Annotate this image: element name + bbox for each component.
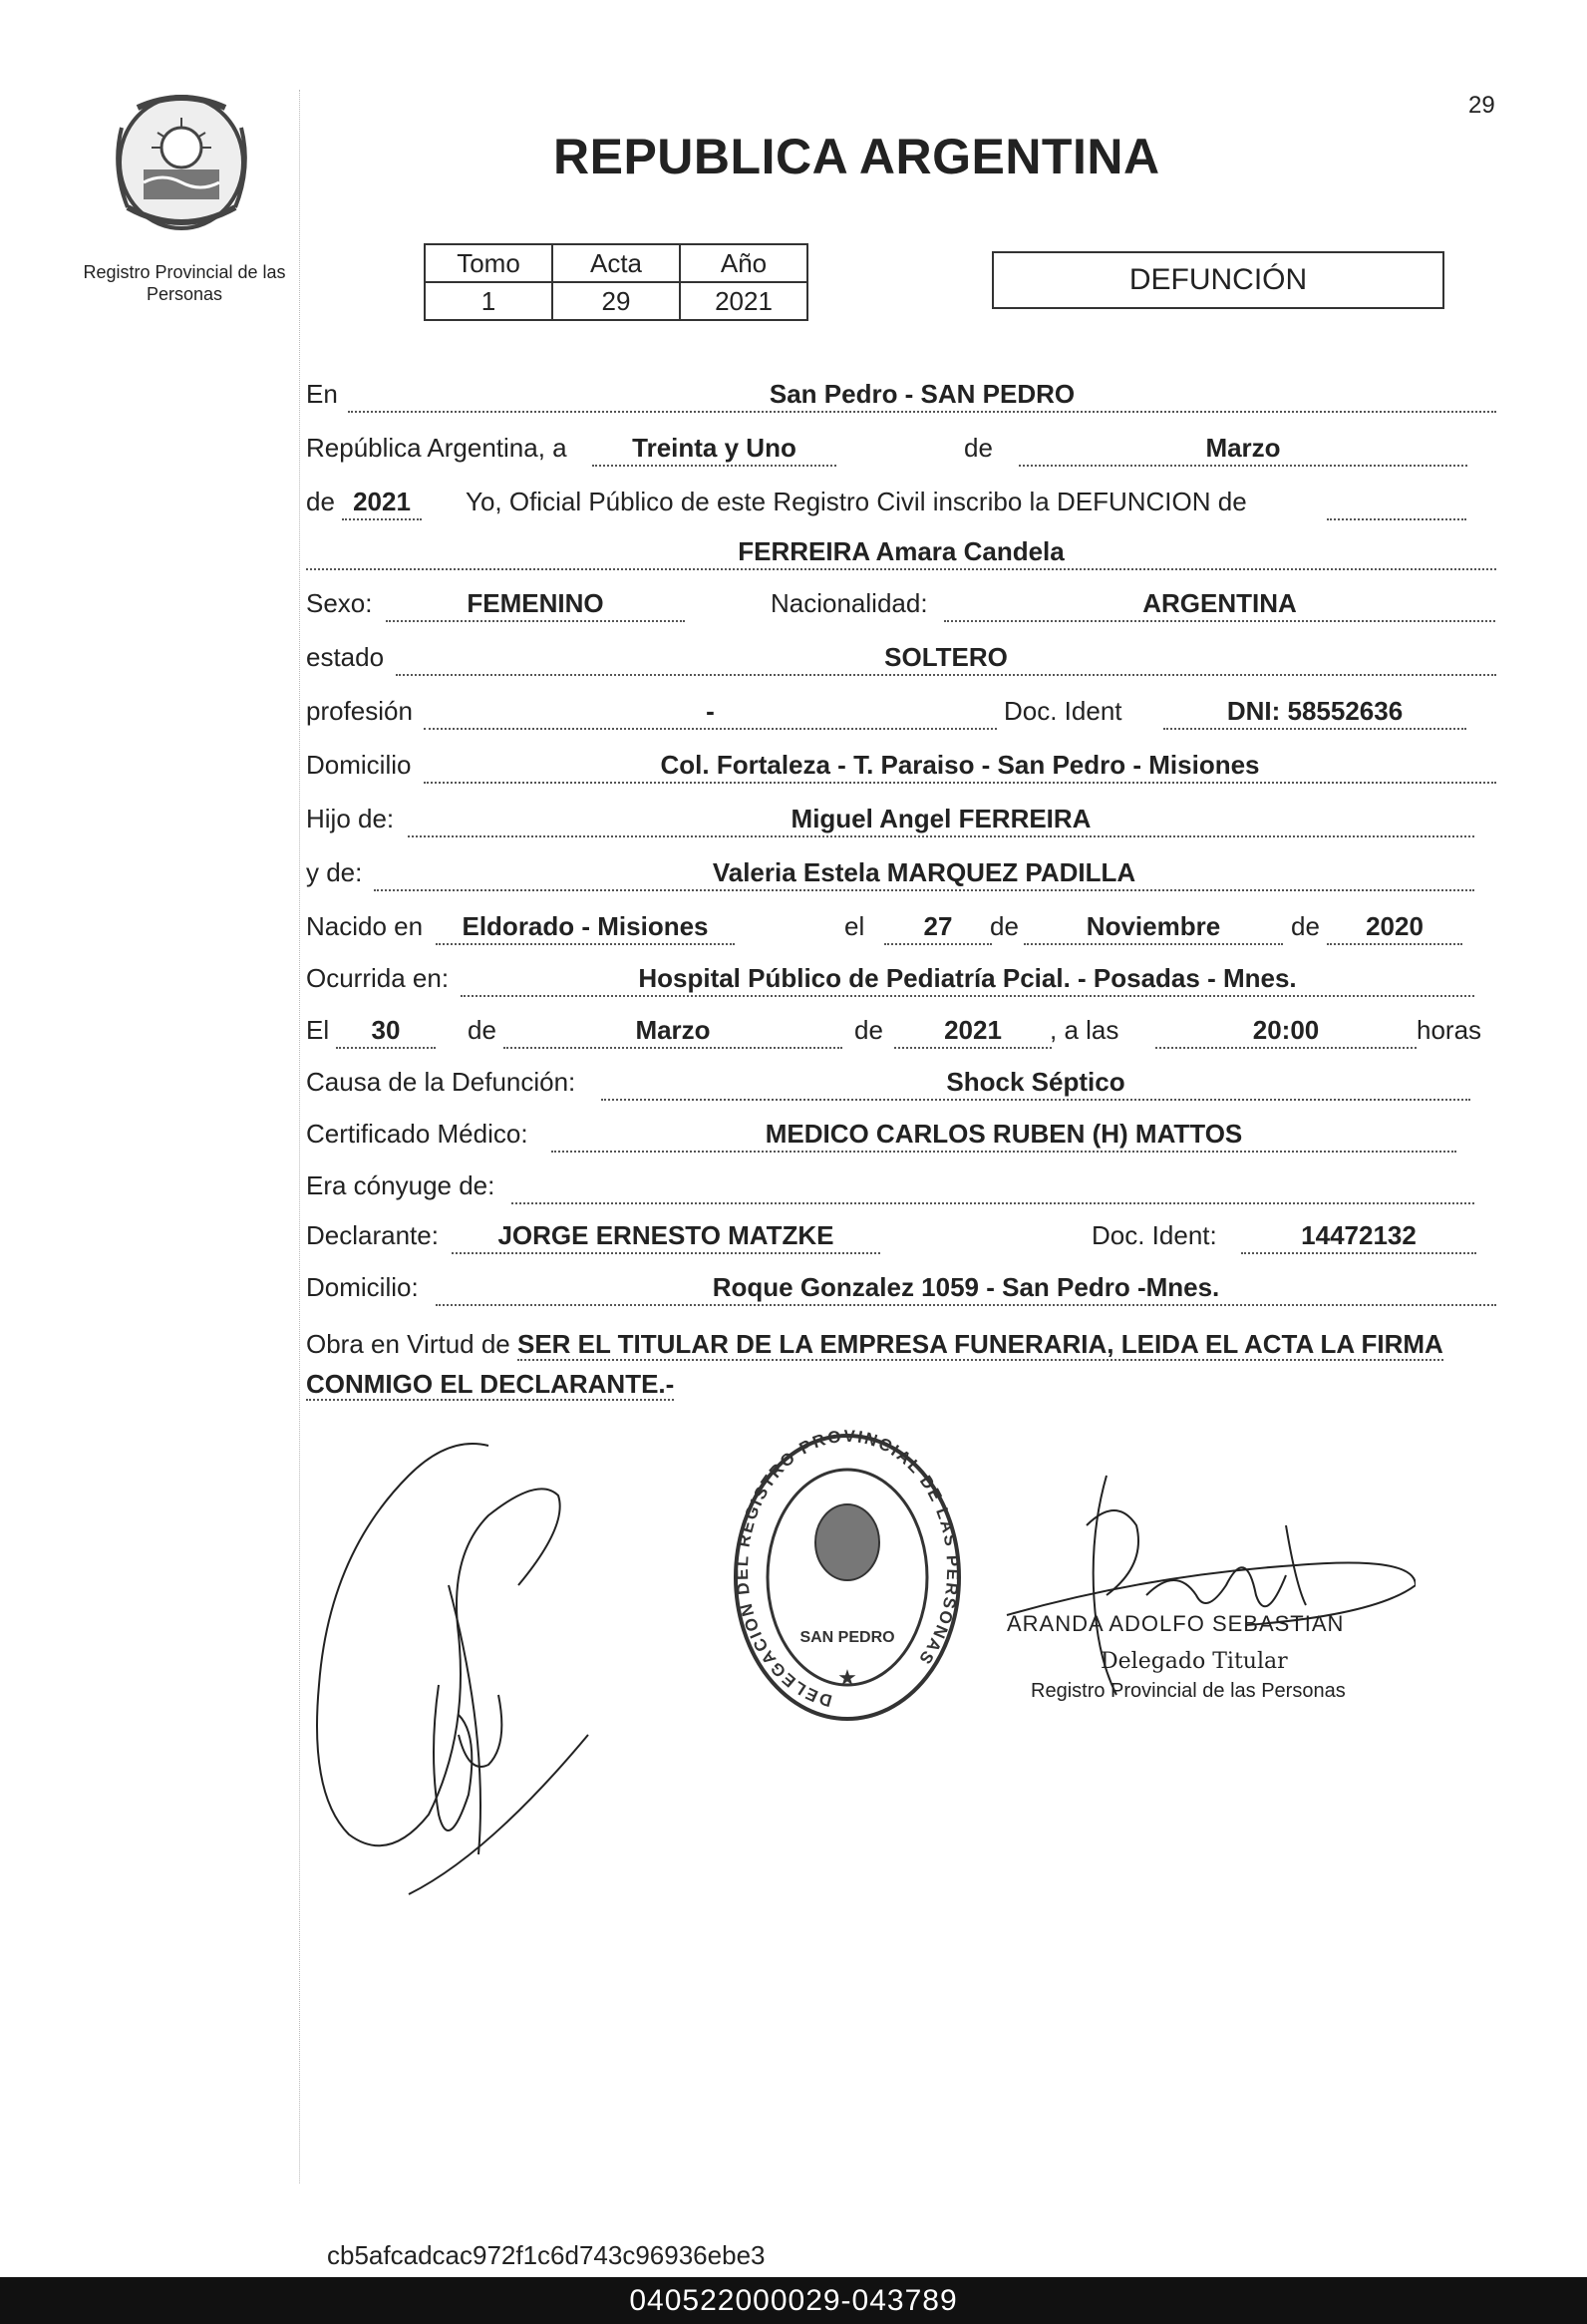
deceased-name: FERREIRA Amara Candela [306,536,1496,570]
sexo-value: FEMENINO [386,588,685,622]
misiones-crest-icon [108,88,255,237]
birth-month: Noviembre [1024,911,1283,945]
cert-label: Certificado Médico: [306,1119,528,1149]
death-day: 30 [336,1015,436,1049]
de5-label: de [468,1015,496,1045]
en-value: San Pedro - SAN PEDRO [348,379,1496,413]
doc-label: Doc. Ident [1004,696,1122,726]
estado-value: SOLTERO [396,642,1496,676]
svg-text:★: ★ [837,1665,857,1690]
death-year: 2021 [894,1015,1052,1049]
month-words: Marzo [1019,433,1467,467]
row-profesion [306,696,1502,732]
hijo-label: Hijo de: [306,804,395,833]
declarante-value: JORGE ERNESTO MATZKE [452,1220,880,1254]
de6-label: de [854,1015,883,1045]
domicilio2-value: Roque Gonzalez 1059 - San Pedro -Mnes. [436,1272,1496,1306]
de3-label: de [990,911,1019,941]
el-label: el [844,911,865,941]
el2-label: El [306,1015,330,1045]
seal-outer-text: DELEGACION DEL REGISTRO PROVINCIAL DE LAS PERSONAS [732,1428,963,1711]
birth-day: 27 [884,911,992,945]
doc2-label: Doc. Ident: [1092,1220,1217,1250]
domicilio-value: Col. Fortaleza - T. Paraiso - San Pedro - Misiones [424,750,1496,784]
tomo-header: Tomo [425,244,552,282]
record-type-box: DEFUNCIÓN [992,251,1444,309]
yde-value: Valeria Estela MARQUEZ PADILLA [374,857,1474,891]
nacido-value: Eldorado - Misiones [436,911,735,945]
ocurrida-label: Ocurrida en: [306,963,450,993]
conyuge-label: Era cónyuge de: [306,1170,495,1200]
signatory-name: ARANDA ADOLFO SEBASTIAN [1007,1611,1345,1636]
obra-en-virtud [306,1324,1498,1404]
yde-label: y de: [306,857,363,887]
row-statement [306,487,1502,522]
row-nacido [306,911,1502,947]
nacionalidad-label: Nacionalidad: [771,588,928,618]
tomo-value: 1 [425,282,552,320]
nacido-label: Nacido en [306,911,424,941]
domicilio-label: Domicilio [306,750,412,780]
left-signature [289,1436,608,1914]
day-words: Treinta y Uno [592,433,836,467]
row-domicilio-declarante [306,1272,1502,1308]
causa-label: Causa de la Defunción: [306,1067,576,1097]
row-sexo [306,588,1502,624]
row-certificado [306,1119,1502,1155]
death-time: 20:00 [1155,1015,1417,1049]
sexo-label: Sexo: [306,588,373,618]
domicilio2-label: Domicilio: [306,1272,419,1302]
row-domicilio [306,750,1502,786]
obra-value: SER EL TITULAR DE LA EMPRESA FUNERARIA, LEIDA EL ACTA LA FIRMA CONMIGO EL DECLARANTE.- [306,1329,1443,1399]
republica-label: República Argentina, a [306,433,567,463]
row-conyuge [306,1170,1502,1206]
row-causa [306,1067,1502,1103]
doc-value: DNI: 58552636 [1163,696,1466,730]
ocurrida-value: Hospital Público de Pediatría Pcial. - Posadas - Mnes. [461,963,1474,997]
acta-value: 29 [552,282,680,320]
nacionalidad-value: ARGENTINA [944,588,1495,622]
de-label: de [964,433,993,463]
barcode-strip: 040522000029-043789 [0,2277,1587,2324]
obra-label: Obra en Virtud de [306,1329,510,1359]
cert-value: MEDICO CARLOS RUBEN (H) MATTOS [551,1119,1456,1153]
declarante-label: Declarante: [306,1220,439,1250]
statement-text: Yo, Oficial Público de este Registro Civil inscribo la DEFUNCION de [466,487,1247,516]
row-estado [306,642,1502,678]
hijo-value: Miguel Angel FERREIRA [408,804,1474,837]
signatory-org: Registro Provincial de las Personas [1031,1680,1346,1702]
row-ocurrida [306,963,1502,999]
anio-value: 2021 [680,282,807,320]
year-value: 2021 [342,487,422,520]
de2-label: de [306,487,335,516]
page-number: 29 [1468,92,1495,119]
record-table [424,243,808,321]
seal-inner-text: SAN PEDRO [799,1629,895,1646]
estado-label: estado [306,642,385,672]
profesion-value: - [424,696,997,730]
alas-label: , a las [1050,1015,1119,1045]
causa-value: Shock Séptico [601,1067,1470,1101]
registry-seal [731,1428,964,1727]
profesion-label: profesión [306,696,413,726]
row-republica [306,433,1502,469]
row-yde [306,857,1502,893]
document-title: REPUBLICA ARGENTINA [553,129,1160,184]
row-hijo [306,804,1502,839]
anio-header: Año [680,244,807,282]
doc2-value: 14472132 [1241,1220,1476,1254]
death-month: Marzo [503,1015,842,1049]
row-en [306,379,1502,415]
conyuge-value [511,1170,1474,1204]
de4-label: de [1291,911,1320,941]
row-deceased [306,536,1502,572]
signatory-role: Delegado Titular [1101,1649,1288,1674]
row-declarante [306,1220,1502,1256]
en-label: En [306,379,338,409]
document-hash: cb5afcadcac972f1c6d743c96936ebe3 [327,2240,766,2270]
statement-tail-line [1327,487,1466,520]
registry-label: Registro Provincial de las Personas [83,262,286,304]
row-fecha-defuncion [306,1015,1502,1051]
birth-year: 2020 [1327,911,1462,945]
acta-header: Acta [552,244,680,282]
horas-label: horas [1417,1015,1482,1045]
